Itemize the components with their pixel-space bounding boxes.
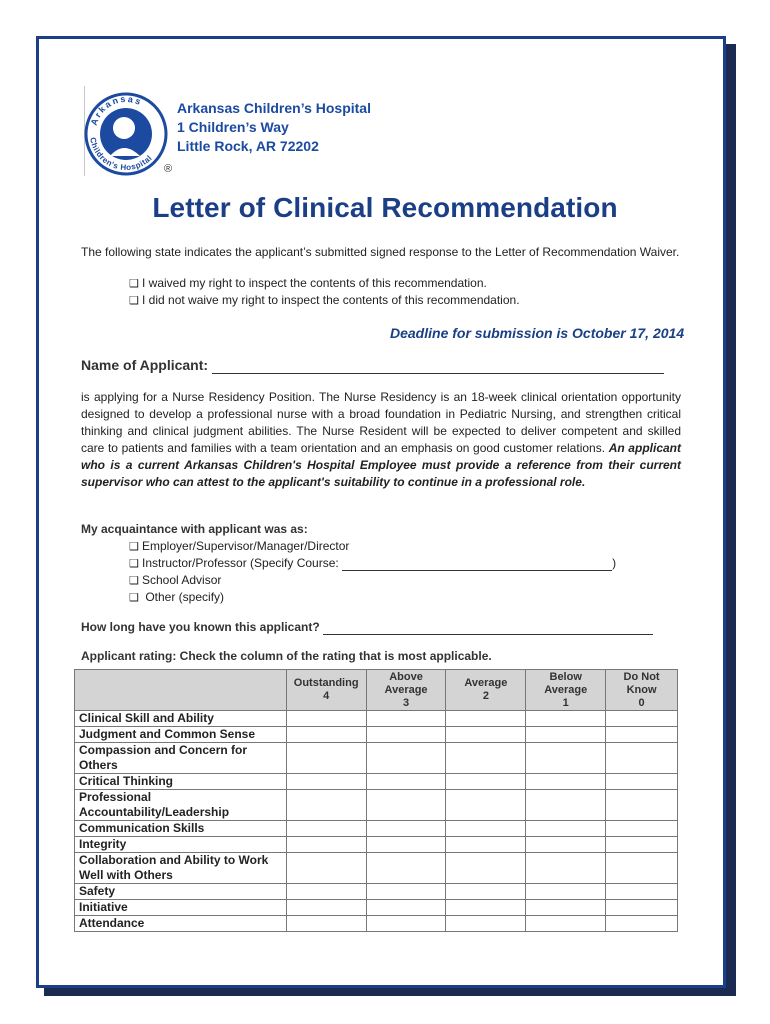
known-duration-label: How long have you known this applicant? — [81, 620, 320, 634]
rating-cell[interactable] — [286, 837, 366, 853]
rating-cell[interactable] — [446, 853, 526, 884]
rating-cell[interactable] — [526, 900, 606, 916]
rating-cell[interactable] — [286, 853, 366, 884]
acquaintance-option-employer[interactable] — [129, 539, 349, 553]
rating-cell[interactable] — [446, 916, 526, 932]
table-row — [75, 743, 678, 774]
criterion-label: Professional Accountability/Leadership — [75, 790, 287, 821]
residency-description — [81, 389, 681, 491]
checkbox-icon[interactable]: ❑ — [129, 295, 139, 307]
table-row — [75, 790, 678, 821]
rating-cell[interactable] — [366, 727, 446, 743]
rating-cell[interactable] — [606, 837, 678, 853]
checkbox-icon[interactable]: ❑ — [129, 541, 139, 553]
rating-cell[interactable] — [366, 900, 446, 916]
rating-cell[interactable] — [366, 711, 446, 727]
checkbox-icon[interactable]: ❑ — [129, 558, 139, 570]
applicant-name-line[interactable] — [212, 357, 664, 374]
criterion-label: Safety — [75, 884, 287, 900]
acquaintance-option-advisor[interactable] — [129, 573, 221, 587]
logo-ring-top: Arkansas — [88, 93, 145, 127]
acquaintance-label: My acquaintance with applicant was as: — [81, 522, 308, 536]
rating-cell[interactable] — [286, 916, 366, 932]
rating-cell[interactable] — [366, 790, 446, 821]
waiver-option-waived[interactable] — [129, 276, 487, 290]
column-header-above-average: Above Average 3 — [366, 670, 446, 711]
rating-cell[interactable] — [446, 821, 526, 837]
table-row — [75, 821, 678, 837]
residency-text: is applying for a Nurse Residency Position. The Nurse Residency is an 18-week clinical orientation opportunity designed to develop a professional nurse with a broad foundation in Pediatric Nursing, and strengthen critical thinking and clinical judgment abilities. The Nurse Resident will be expected to deliver competent and skilled care to patients and families with a team orientation and an emphasis on good customer relations. — [81, 390, 681, 455]
registered-mark: ® — [164, 163, 173, 175]
column-header-do-not-know: Do Not Know 0 — [606, 670, 678, 711]
applicant-name-label: Name of Applicant: — [81, 357, 209, 373]
checkbox-icon[interactable]: ❑ — [129, 592, 139, 604]
hospital-address — [177, 99, 371, 156]
applicant-name-field[interactable] — [81, 357, 664, 374]
rating-cell[interactable] — [366, 837, 446, 853]
rating-cell[interactable] — [526, 743, 606, 774]
table-row — [75, 837, 678, 853]
rating-cell[interactable] — [286, 774, 366, 790]
page-title: Letter of Clinical Recommendation — [152, 192, 618, 223]
checkbox-icon[interactable]: ❑ — [129, 278, 139, 290]
known-duration-line[interactable] — [323, 620, 653, 635]
acquaintance-option-label: Other (specify) — [142, 590, 225, 604]
criterion-label: Compassion and Concern for Others — [75, 743, 287, 774]
rating-cell[interactable] — [366, 743, 446, 774]
rating-cell[interactable] — [446, 774, 526, 790]
deadline-text: Deadline for submission is October 17, 2014 — [390, 325, 685, 341]
rating-cell[interactable] — [446, 727, 526, 743]
hospital-logo — [80, 80, 172, 180]
rating-cell[interactable] — [526, 774, 606, 790]
rating-cell[interactable] — [366, 821, 446, 837]
known-duration-field[interactable] — [81, 620, 653, 635]
criterion-label: Attendance — [75, 916, 287, 932]
criterion-label: Judgment and Common Sense — [75, 727, 287, 743]
rating-cell[interactable] — [606, 900, 678, 916]
table-row — [75, 884, 678, 900]
acquaintance-option-label: Employer/Supervisor/Manager/Director — [142, 539, 350, 553]
rating-cell[interactable] — [526, 821, 606, 837]
rating-cell[interactable] — [286, 711, 366, 727]
rating-cell[interactable] — [606, 743, 678, 774]
rating-cell[interactable] — [286, 790, 366, 821]
rating-cell[interactable] — [286, 884, 366, 900]
employee-requirement: An applicant who is a current Arkansas Children's Hospital Employee must provide a reference from their current supervisor who can attest to the applicant's suitability to continue in a professional role. — [81, 441, 681, 489]
course-line[interactable] — [342, 556, 612, 571]
criterion-label: Integrity — [75, 837, 287, 853]
address-line2: Little Rock, AR 72202 — [177, 138, 319, 154]
table-row — [75, 853, 678, 884]
rating-cell[interactable] — [366, 884, 446, 900]
rating-cell[interactable] — [526, 916, 606, 932]
waiver-option-label: I did not waive my right to inspect the contents of this recommendation. — [142, 293, 520, 307]
rating-cell[interactable] — [606, 821, 678, 837]
rating-cell[interactable] — [606, 727, 678, 743]
column-header-average: Average 2 — [446, 670, 526, 711]
table-row — [75, 774, 678, 790]
acquaintance-option-label: School Advisor — [142, 573, 222, 587]
criterion-label: Collaboration and Ability to Work Well with Others — [75, 853, 287, 884]
rating-cell[interactable] — [606, 884, 678, 900]
rating-cell[interactable] — [526, 790, 606, 821]
rating-cell[interactable] — [526, 837, 606, 853]
rating-cell[interactable] — [366, 853, 446, 884]
rating-cell[interactable] — [606, 916, 678, 932]
checkbox-icon[interactable]: ❑ — [129, 575, 139, 587]
rating-cell[interactable] — [446, 711, 526, 727]
rating-label: Applicant rating: Check the column of the rating that is most applicable. — [81, 649, 492, 663]
waiver-option-not-waived[interactable] — [129, 293, 520, 307]
criterion-label: Initiative — [75, 900, 287, 916]
rating-cell[interactable] — [446, 837, 526, 853]
rating-cell[interactable] — [526, 884, 606, 900]
acquaintance-option-instructor[interactable] — [129, 556, 616, 571]
criterion-label: Critical Thinking — [75, 774, 287, 790]
rating-cell[interactable] — [606, 853, 678, 884]
rating-cell[interactable] — [366, 916, 446, 932]
rating-cell[interactable] — [286, 821, 366, 837]
rating-cell[interactable] — [286, 727, 366, 743]
rating-cell[interactable] — [526, 853, 606, 884]
rating-cell[interactable] — [286, 900, 366, 916]
acquaintance-option-label: Instructor/Professor (Specify Course: — [142, 556, 339, 570]
rating-cell[interactable] — [606, 790, 678, 821]
criterion-label: Clinical Skill and Ability — [75, 711, 287, 727]
column-header-below-average: Below Average 1 — [526, 670, 606, 711]
course-close-paren: ) — [612, 556, 617, 570]
rating-cell[interactable] — [606, 711, 678, 727]
rating-cell[interactable] — [446, 790, 526, 821]
table-row — [75, 900, 678, 916]
table-row — [75, 711, 678, 727]
acquaintance-option-other[interactable] — [129, 590, 224, 604]
rating-cell[interactable] — [286, 743, 366, 774]
criterion-label: Communication Skills — [75, 821, 287, 837]
criteria-header — [75, 670, 287, 711]
table-row — [75, 916, 678, 932]
rating-cell[interactable] — [446, 900, 526, 916]
column-header-outstanding: Outstanding 4 — [286, 670, 366, 711]
address-line1: 1 Children’s Way — [177, 119, 289, 135]
intro-text: The following state indicates the applicant’s submitted signed response to the Letter of Recommendation Waiver. — [81, 245, 680, 259]
logo-ring-bottom: Children's Hospital — [88, 136, 154, 173]
org-name: Arkansas Children’s Hospital — [177, 100, 371, 116]
rating-cell[interactable] — [526, 727, 606, 743]
rating-header-row — [75, 670, 678, 711]
rating-table — [74, 669, 678, 932]
table-row — [75, 727, 678, 743]
rating-cell[interactable] — [446, 743, 526, 774]
rating-cell[interactable] — [526, 711, 606, 727]
rating-cell[interactable] — [446, 884, 526, 900]
rating-cell[interactable] — [366, 774, 446, 790]
waiver-option-label: I waived my right to inspect the contents of this recommendation. — [142, 276, 487, 290]
rating-cell[interactable] — [606, 774, 678, 790]
